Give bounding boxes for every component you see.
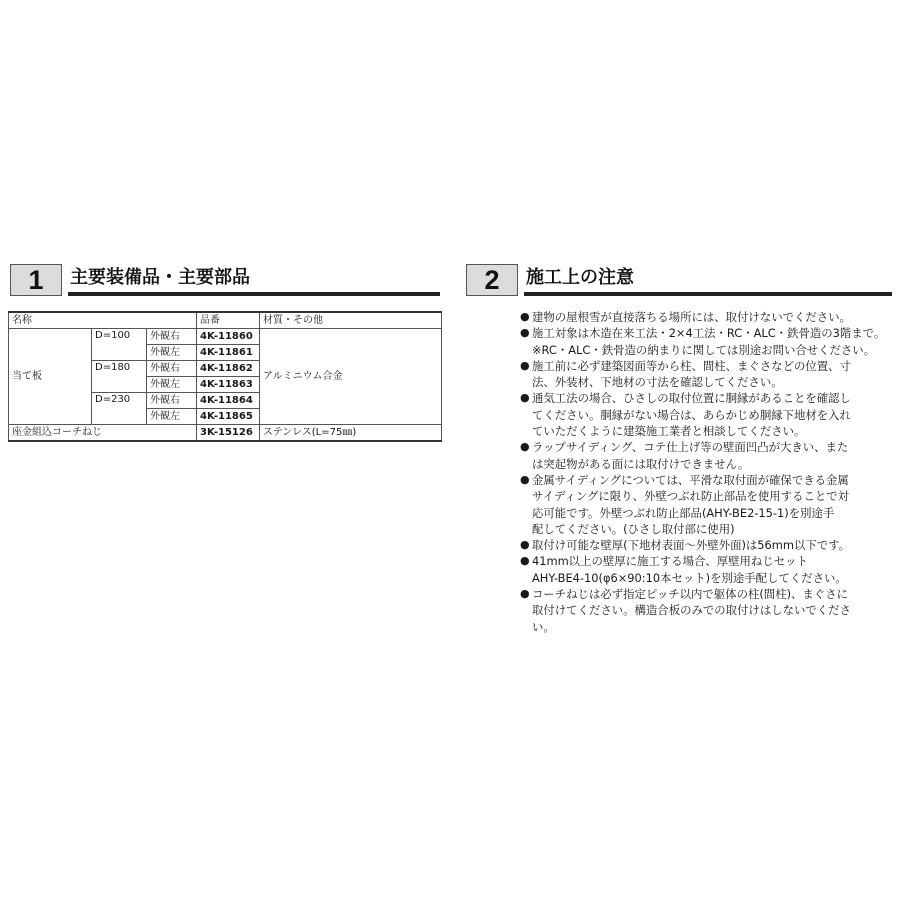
section-divider — [68, 292, 440, 296]
section-1-header — [10, 264, 440, 296]
note-text: ※RC・ALC・鉄骨造の納まりに関しては別途お問い合せください。 — [532, 342, 876, 357]
screw-code: 3K-15126 — [197, 425, 260, 442]
code-cell: 4K-11865 — [197, 409, 260, 425]
list-item — [520, 521, 898, 537]
parts-table — [8, 311, 442, 442]
note-text: サイディングに限り、外壁つぶれ防止部品を使用することで対 — [532, 489, 850, 504]
code-cell: 4K-11860 — [197, 329, 260, 345]
list-item — [520, 374, 898, 390]
section-title: 主要装備品・主要部品 — [70, 267, 250, 288]
note-text: 施工前に必ず建築図面等から柱、間柱、まぐさなどの位置、寸 — [532, 358, 851, 373]
section-number-badge: 1 — [10, 264, 62, 296]
bullet-icon: ● — [520, 310, 530, 323]
main-material: アルミニウム合金 — [260, 329, 442, 425]
main-item-name: 当て板 — [9, 329, 92, 425]
list-item — [520, 390, 898, 406]
bullet-icon: ● — [520, 358, 530, 372]
note-text: ていただくように建築施工業者と相談してください。 — [532, 424, 806, 439]
list-item — [520, 553, 898, 569]
note-text: AHY-BE4-10(φ6×90:10本セット)を別途手配してください。 — [532, 570, 847, 585]
header-code: 品番 — [197, 312, 260, 329]
bullet-icon: ● — [520, 472, 530, 486]
list-item — [520, 570, 898, 586]
list-item — [520, 342, 898, 358]
list-item — [520, 407, 898, 423]
note-text: 施工対象は木造在来工法・2×4工法・RC・ALC・鉄骨造の3階まで。 — [532, 326, 886, 341]
list-item — [520, 456, 898, 472]
table-row — [9, 425, 442, 442]
section-2-header — [466, 264, 892, 296]
precautions-list — [520, 309, 898, 635]
side-cell: 外観左 — [147, 377, 197, 393]
list-item — [520, 439, 898, 455]
size-cell: D=230 — [92, 393, 147, 425]
note-text: 建物の屋根雪が直接落ちる場所には、取付けないでください。 — [532, 310, 851, 324]
bullet-icon: ● — [520, 326, 530, 340]
note-text: 応可能です。外壁つぶれ防止部品(AHY-BE2-15-1)を別途手 — [532, 505, 835, 520]
note-text: 金属サイディングについては、平滑な取付面が確保できる金属 — [532, 472, 849, 487]
side-cell: 外観右 — [147, 329, 197, 345]
size-cell: D=100 — [92, 329, 147, 361]
list-item — [520, 602, 898, 618]
bullet-icon: ● — [520, 587, 530, 601]
list-item — [520, 423, 898, 439]
screw-material: ステンレス(L=75㎜) — [260, 425, 442, 442]
code-cell: 4K-11864 — [197, 393, 260, 409]
bullet-icon: ● — [520, 554, 530, 568]
bullet-icon: ● — [520, 391, 530, 405]
note-text: ラップサイディング、コテ仕上げ等の壁面凹凸が大きい、また — [532, 440, 849, 455]
note-text: 通気工法の場合、ひさしの取付位置に胴縁があることを確認し — [532, 391, 851, 406]
side-cell: 外観左 — [147, 409, 197, 425]
table-row — [9, 329, 442, 345]
list-item — [520, 488, 898, 504]
table-header-row — [9, 312, 442, 329]
list-item — [520, 586, 898, 602]
side-cell: 外観右 — [147, 393, 197, 409]
code-cell: 4K-11863 — [197, 377, 260, 393]
section-number-badge: 2 — [466, 264, 518, 296]
list-item — [520, 619, 898, 635]
note-text: 配してください。(ひさし取付部に使用) — [532, 521, 735, 536]
list-item — [520, 325, 898, 341]
code-cell: 4K-11862 — [197, 361, 260, 377]
note-text: い。 — [532, 619, 555, 634]
list-item — [520, 358, 898, 374]
list-item — [520, 472, 898, 488]
list-item — [520, 537, 898, 553]
header-material: 材質・その他 — [260, 312, 442, 329]
section-divider — [524, 292, 892, 296]
note-text: 法、外装材、下地材の寸法を確認してください。 — [532, 375, 783, 390]
bullet-icon: ● — [520, 538, 530, 552]
screw-name: 座金組込コーチねじ — [9, 425, 197, 442]
note-text: 取付けてください。構造合板のみでの取付けはしないでくださ — [532, 603, 851, 618]
note-text: 41mm以上の壁厚に施工する場合、厚壁用ねじセット — [532, 554, 808, 569]
note-text: てください。胴縁がない場合は、あらかじめ胴縁下地材を入れ — [532, 407, 851, 422]
note-text: コーチねじは必ず指定ピッチ以内で躯体の柱(間柱)、まぐさに — [532, 587, 848, 602]
side-cell: 外観左 — [147, 345, 197, 361]
note-text: 取付け可能な壁厚(下地材表面～外壁外面)は56mm以下です。 — [532, 538, 851, 553]
bullet-icon: ● — [520, 440, 530, 454]
list-item — [520, 309, 898, 325]
note-text: は突起物がある面には取付けできません。 — [532, 456, 750, 471]
section-title: 施工上の注意 — [526, 267, 634, 288]
side-cell: 外観右 — [147, 361, 197, 377]
size-cell: D=180 — [92, 361, 147, 393]
code-cell: 4K-11861 — [197, 345, 260, 361]
list-item — [520, 505, 898, 521]
header-name: 名称 — [9, 312, 197, 329]
